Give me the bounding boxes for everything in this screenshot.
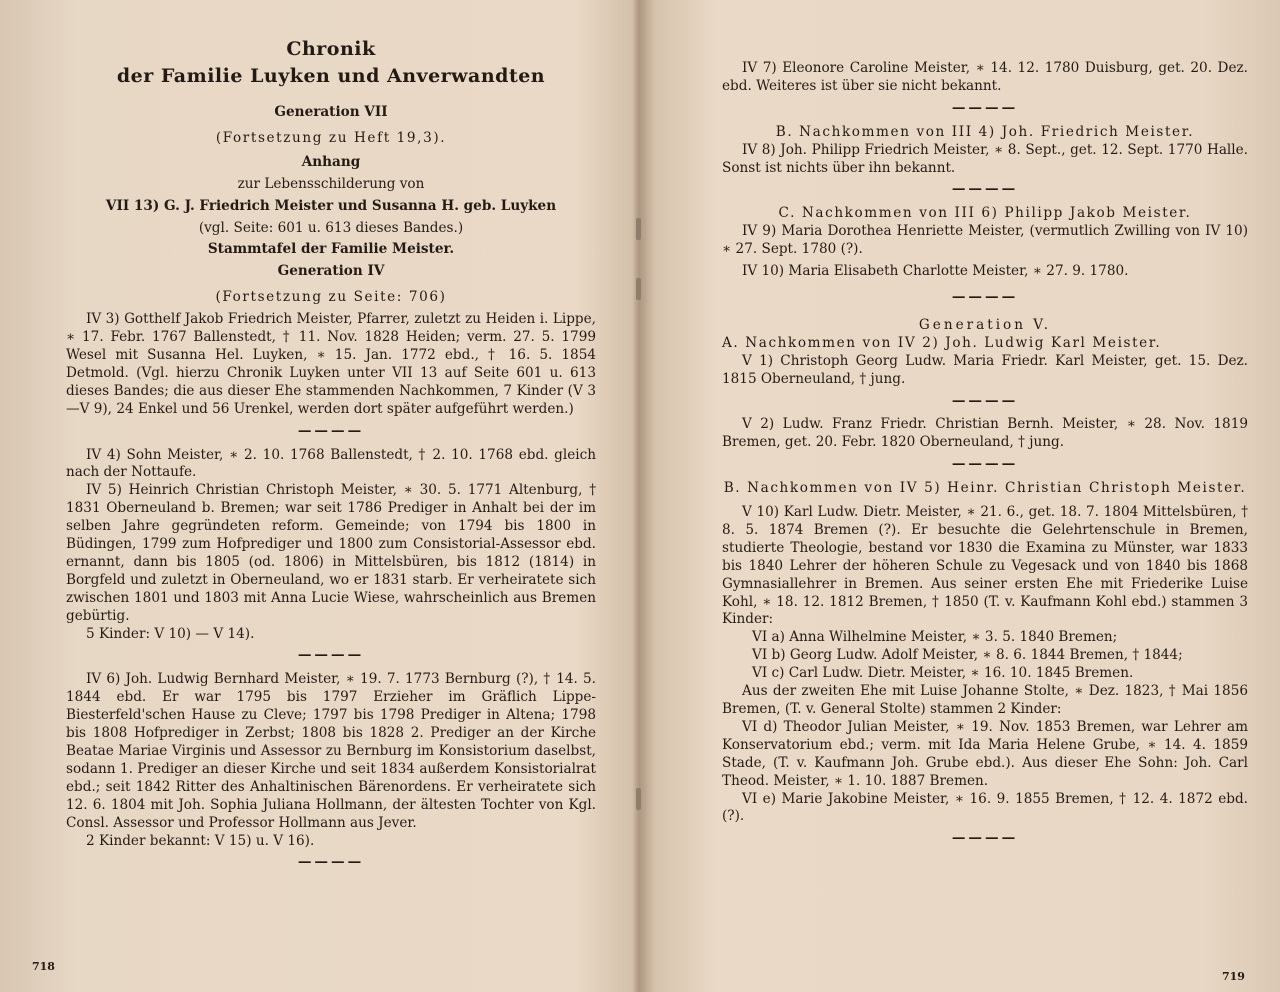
right-page (722, 28, 1248, 968)
divider-rule: ———— (297, 854, 365, 871)
subject-heading: VII 13) G. J. Friedrich Meister und Susanna H. geb. Luyken (105, 197, 557, 214)
entry-iv8: IV 8) Joh. Philipp Friedrich Meister, ∗ 8. Sept., get. 12. Sept. 1770 Halle. Sonst ist nichts über ihn bekannt. (722, 141, 1248, 176)
appendix-heading: Anhang (301, 153, 361, 170)
divider-rule: ———— (951, 181, 1019, 198)
left-page (66, 28, 596, 968)
entry-iv5-children: 5 Kinder: V 10) — V 14). (86, 625, 255, 642)
entry-vi-d: VI d) Theodor Julian Meister, ∗ 19. Nov. 1853 Bremen, war Lehrer am Konservatorium ebd.; verm. mit Ida Maria Helene Grube, ∗ 14. 4. 1859 Stade, (T. v. Kaufmann Joh. Grube ebd.). Aus dieser Ehe Sohn: Joh. Carl Theod. Meister, ∗ 1. 10. 1887 Bremen. (722, 718, 1248, 789)
entry-v2: V 2) Ludw. Franz Friedr. Christian Bernh. Meister, ∗ 28. Nov. 1819 Bremen, get. 20. Febr. 1820 Oberneuland, † jung. (722, 416, 1248, 451)
continuation-note-2: (Fortsetzung zu Seite: 706) (215, 289, 447, 306)
entry-iv10: IV 10) Maria Elisabeth Charlotte Meister, ∗ 27. 9. 1780. (742, 263, 1129, 280)
divider-rule: ———— (951, 288, 1019, 305)
generation-v-heading: Generation V. (918, 316, 1052, 333)
entry-iv5: IV 5) Heinrich Christian Christoph Meister, ∗ 30. 5. 1771 Altenburg, † 1831 Oberneuland b. Bremen; war seit 1786 Prediger in Anhalt bei der im selben Jahre gegründeten reform. Gemeinde; von 1794 bis 1800 in Büdingen, 1799 zum Hofprediger und 1800 zum Consistorial-Assessor ebd. ernannt, dann bis 1805 (od. 1806) in Mittelsbüren, bis 1812 (1814) in Borgfeld und zuletzt in Oberneuland, wo er 1831 starb. Er verheiratete sich zwischen 1801 und 1803 mit Anna Lucie Wiese, wahrscheinlich aus Bremen gebürtig. (66, 482, 596, 624)
entry-iv6: IV 6) Joh. Ludwig Bernhard Meister, ∗ 19. 7. 1773 Bernburg (?), † 14. 5. 1844 ebd. Er war 1795 bis 1797 Erzieher im Gräflich Lippe-Biesterfeld'schen Hause zu Cleve; 1797 bis 1798 Prediger in Altena; 1798 bis 1808 Hofprediger in Zerbst; 1808 bis 1828 2. Prediger an der Kirche Beatae Mariae Virginis und Assessor zu Bernburg im Konsistorium daselbst, sodann 1. Prediger an dieser Kirche und seit 1834 außerdem Konsistorialrat ebd.; seit 1842 Ritter des Anhaltinischen Bärenordens. Er verheiratete sich 12. 6. 1804 mit Joh. Sophia Juliana Hollmann, der ältesten Tochter von Kgl. Consl. Assessor und Professor Hollmann aus Jever. (66, 671, 596, 831)
entry-vi-b: VI b) Georg Ludw. Adolf Meister, ∗ 8. 6. 1844 Bremen, † 1844; (752, 647, 1183, 664)
entry-vi-e: VI e) Marie Jakobine Meister, ∗ 16. 9. 1855 Bremen, † 12. 4. 1872 ebd. (?). (722, 790, 1248, 825)
entry-iv7: IV 7) Eleonore Caroline Meister, ∗ 14. 12. 1780 Duisburg, get. 20. Dez. ebd. Weiteres ist über sie nicht bekannt. (722, 60, 1248, 94)
chronicle-title: Chronik (286, 38, 376, 60)
entry-iv9: IV 9) Maria Dorothea Henriette Meister, (vermutlich Zwilling von IV 10) ∗ 27. Sept. 1780 (?). (722, 223, 1248, 258)
divider-rule: ———— (297, 422, 365, 439)
generation-iv-heading: Generation IV (277, 263, 385, 280)
section-heading-b: B. Nachkommen von III 4) Joh. Friedrich Meister. (775, 123, 1195, 140)
staple-top (636, 218, 641, 240)
entry-iv4: IV 4) Sohn Meister, ∗ 2. 10. 1768 Ballenstedt, † 2. 10. 1768 ebd. gleich nach der Nottaufe. (66, 446, 596, 481)
entry-v10: V 10) Karl Ludw. Dietr. Meister, ∗ 21. 6., get. 18. 7. 1804 Mittelsbüren, † 8. 5. 1874 Bremen (?). Er besuchte die Gelehrtenschule in Bremen, studierte Theologie, bestand vor 1830 die Examina zu Münster, war 1833 bis 1840 Lehrer der höheren Schule zu Vegesack und von 1840 bis 1868 Gymnasiallehrer in Bremen. Aus seiner ersten Ehe mit Friederike Luise Kohl, ∗ 18. 12. 1812 Bremen, † 1850 (T. v. Kaufmann Kohl ebd.) stammen 3 Kinder: (722, 504, 1248, 628)
entry-v1: V 1) Christoph Georg Ludw. Maria Friedr. Karl Meister, get. 15. Dez. 1815 Oberneuland, † jung. (722, 352, 1248, 387)
entry-vi-c: VI c) Carl Ludw. Dietr. Meister, ∗ 16. 10. 1845 Bremen. (752, 665, 1134, 682)
divider-rule: ———— (297, 647, 365, 664)
book-fold (632, 0, 646, 992)
page-number-right: 719 (1222, 970, 1245, 983)
page-number-left: 718 (32, 960, 55, 973)
section-heading-c: C. Nachkommen von III 6) Philipp Jakob Meister. (778, 205, 1192, 222)
stammtafel-heading: Stammtafel der Familie Meister. (207, 241, 455, 258)
staple-middle (636, 278, 641, 300)
section-heading-b2: B. Nachkommen von IV 5) Heinr. Christian Christoph Meister. (723, 480, 1247, 497)
divider-rule: ———— (951, 456, 1019, 473)
entry-iv3: IV 3) Gotthelf Jakob Friedrich Meister, Pfarrer, zuletzt zu Heiden i. Lippe, ∗ 17. Febr. 1767 Ballenstedt, † 11. Nov. 1828 Heiden; verm. 27. 5. 1799 Wesel mit Susanna Hel. Luyken, ∗ 15. Jan. 1772 ebd., † 16. 5. 1854 Detmold. (Vgl. hierzu Chronik Luyken unter VII 13 auf Seite 601 u. 613 dieses Bandes; die aus dieser Ehe stammenden Nachkommen, 7 Kinder (V 3—V 9), 24 Enkel und 56 Urenkel, werden dort später aufgeführt werden.) (66, 311, 596, 417)
divider-rule: ———— (951, 830, 1019, 847)
appendix-subheading: zur Lebensschilderung von (237, 175, 425, 192)
generation-heading: Generation VII (274, 104, 388, 120)
divider-rule: ———— (951, 392, 1019, 409)
staple-bottom (636, 788, 641, 810)
chronicle-subtitle: der Familie Luyken und Anverwandten (116, 65, 546, 87)
continuation-note: (Fortsetzung zu Heft 19,3). (215, 129, 447, 146)
divider-rule: ———— (951, 99, 1019, 116)
second-marriage-note: Aus der zweiten Ehe mit Luise Johanne Stolte, ∗ Dez. 1823, † Mai 1856 Bremen, (T. v. General Stolte) stammen 2 Kinder: (722, 683, 1248, 717)
entry-vi-a: VI a) Anna Wilhelmine Meister, ∗ 3. 5. 1840 Bremen; (752, 629, 1118, 646)
volume-reference: (vgl. Seite: 601 u. 613 dieses Bandes.) (198, 219, 464, 236)
entry-iv6-children: 2 Kinder bekannt: V 15) u. V 16). (86, 832, 315, 849)
section-heading-a: A. Nachkommen von IV 2) Joh. Ludwig Karl Meister. (722, 334, 1162, 351)
